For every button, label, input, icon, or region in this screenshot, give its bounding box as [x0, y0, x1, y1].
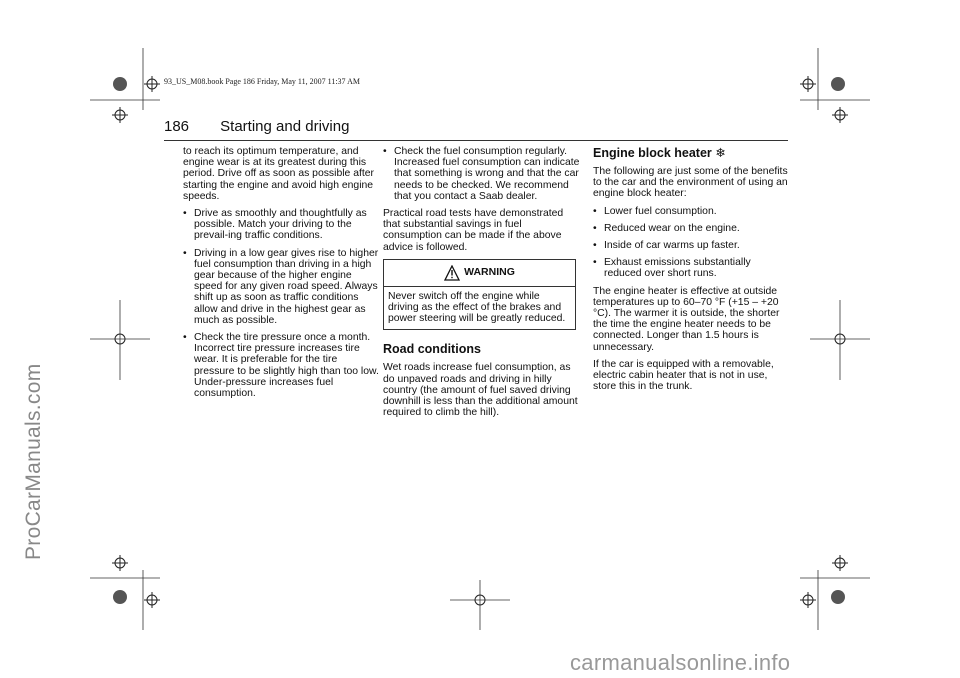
warning-text: Never switch off the engine while driving as the effect of the brakes and power steering will be greatly reduced. — [388, 290, 566, 325]
list-item: • Reduced wear on the engine. — [593, 223, 790, 234]
list-item: • Drive as smoothly and thoughtfully as possible. Match your driving to the prevail-ing traffic conditions. — [183, 208, 380, 242]
road-conditions-paragraph: Wet roads increase fuel consumption, as do unpaved roads and driving in hilly country (the amount of fuel saved driving downhill is less than the additional amount required to climb the hill). — [383, 362, 578, 419]
effective-temperature-paragraph: The engine heater is effective at outside temperatures up to 60–70 °F (+15 – +20 °C). The warmer it is outside, the shorter the time the engine heater needs to be connected. Longer than 1.5 hours is unnecessary. — [593, 285, 780, 353]
page-number: 186 — [164, 118, 190, 135]
tips-list-continued — [383, 146, 580, 202]
warning-header — [384, 260, 575, 287]
engine-heater-intro: The following are just some of the benefits to the car and the environment of using an engine block heater: — [593, 166, 788, 200]
book-file-header: 93_US_M08.book Page 186 Friday, May 11, 2007 11:37 AM — [164, 77, 360, 86]
road-tests-paragraph: Practical road tests have demonstrated that substantial savings in fuel consumption can be made if the above advice is followed. — [383, 208, 564, 253]
page-header — [164, 118, 349, 135]
list-item: • Lower fuel consumption. — [593, 206, 790, 217]
benefits-list — [593, 206, 790, 280]
warning-title: WARNING — [464, 266, 515, 279]
list-item: • Inside of car warms up faster. — [593, 240, 790, 251]
column-2 — [383, 146, 580, 424]
column-1 — [183, 146, 380, 405]
list-item: • Driving in a low gear gives rise to higher fuel consumption than driving in a high gear because of the higher engine speed for any given road speed. Always shift up as soon as traffic conditions allow and drive in the highest gear as much as possible. — [183, 248, 380, 326]
section-title-road-conditions: Road conditions — [383, 342, 481, 357]
header-rule — [164, 140, 788, 141]
list-item: • Exhaust emissions substantially reduced over short runs. — [593, 257, 790, 279]
side-watermark: ProCarManuals.com — [22, 363, 45, 560]
tips-list — [183, 208, 380, 399]
column-3 — [593, 146, 790, 398]
section-title-engine-block-heater — [593, 146, 790, 160]
list-item: • Check the tire pressure once a month. Incorrect tire pressure increases tire wear. It is preferable for the tire pressure to be slightly high than too low. Under-pressure increases fuel consumption. — [183, 332, 380, 399]
warning-triangle-icon — [444, 265, 460, 281]
snowflake-icon: ❄ — [715, 146, 726, 160]
cabin-heater-paragraph: If the car is equipped with a removable, electric cabin heater that is not in use, store this in the trunk. — [593, 358, 774, 393]
warning-box — [383, 259, 576, 331]
continued-paragraph: to reach its optimum temperature, and engine wear is at its greatest during this period. Drive off as soon as possible after starting the engine and avoid high engine speeds. — [183, 146, 374, 202]
page-title: Starting and driving — [220, 118, 350, 135]
engine-heater-title: Engine block heater — [593, 146, 712, 160]
list-item: • Check the fuel consumption regularly. Increased fuel consumption can indicate that something is wrong and that the car needs to be checked. We recommend that you contact a Saab dealer. — [383, 146, 580, 202]
footer-watermark: carmanualsonline.info — [570, 650, 791, 675]
